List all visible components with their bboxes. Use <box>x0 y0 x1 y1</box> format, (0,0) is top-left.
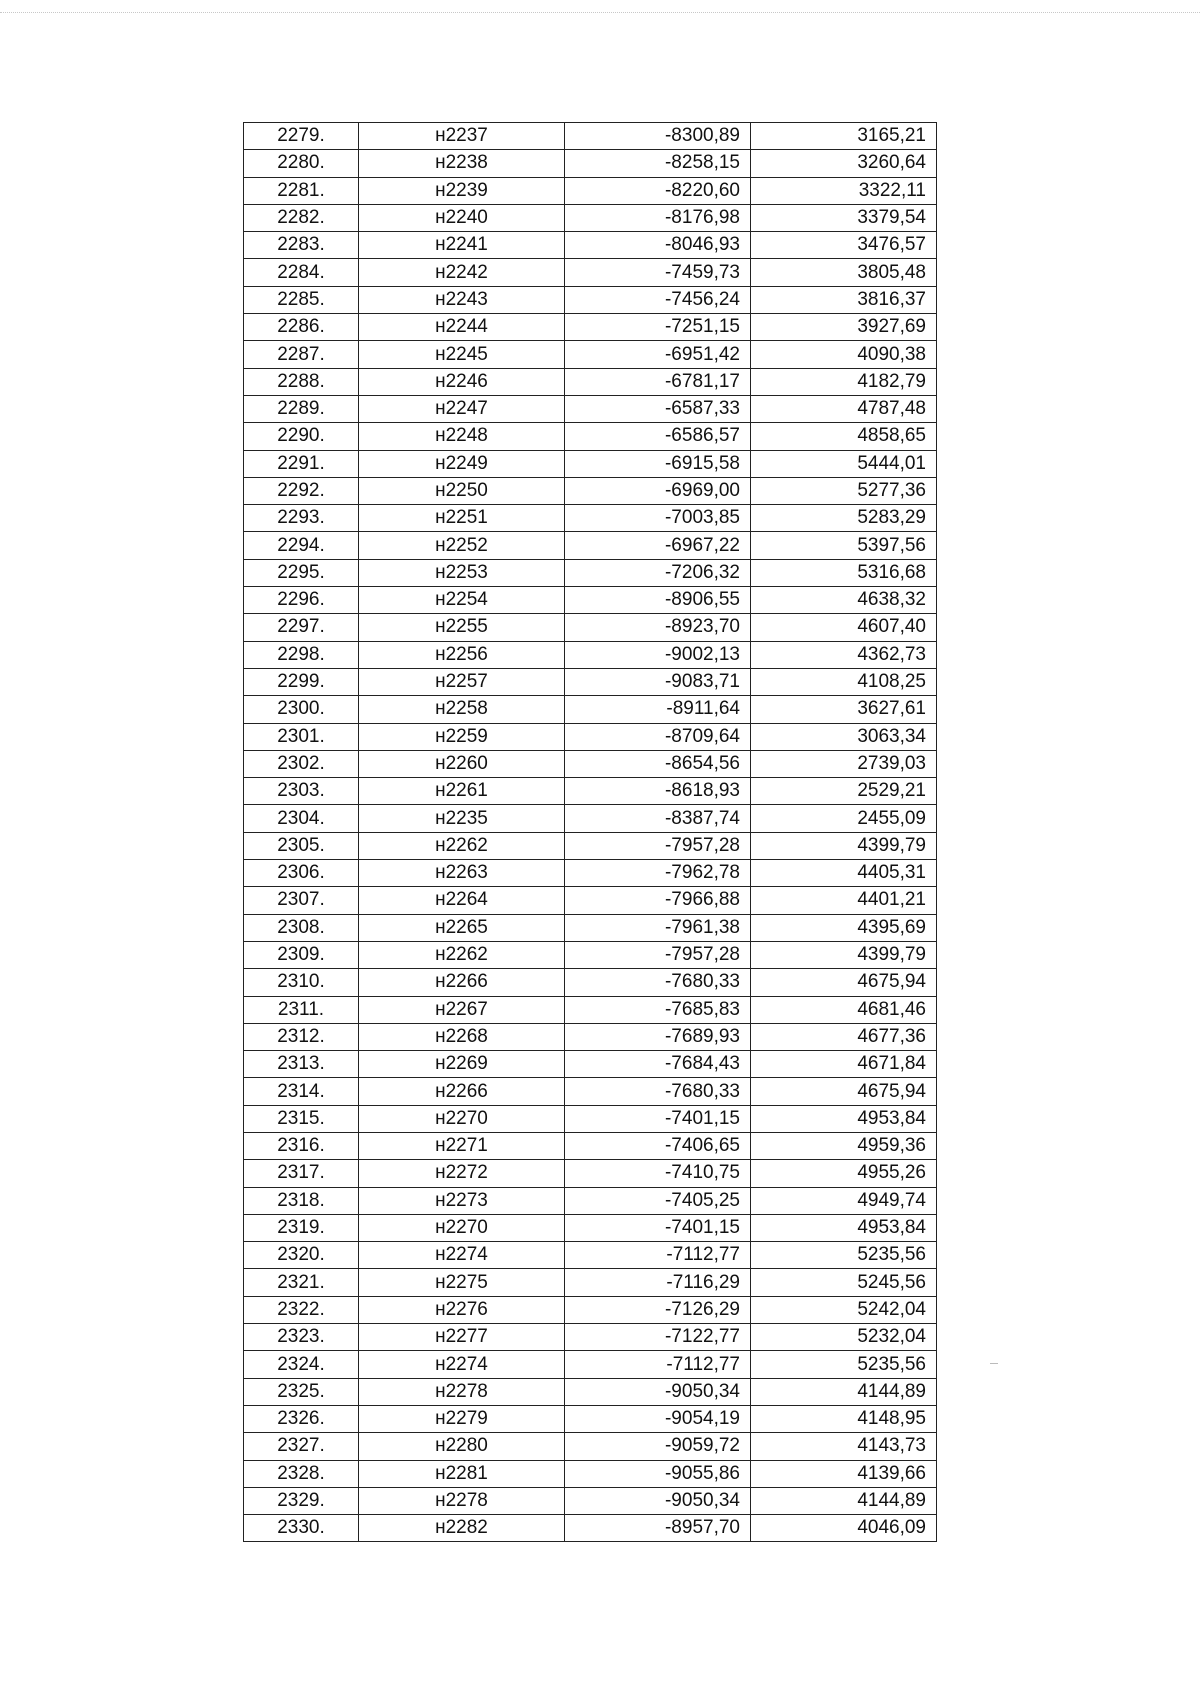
row-number-cell: 2326. <box>244 1405 359 1432</box>
table-row <box>244 1187 937 1214</box>
table-row <box>244 750 937 777</box>
point-name-cell: н2249 <box>359 450 565 477</box>
table-row <box>244 723 937 750</box>
row-number-cell: 2281. <box>244 177 359 204</box>
point-name-cell: н2282 <box>359 1515 565 1542</box>
x-coordinate-cell: -8923,70 <box>565 614 751 641</box>
point-name-cell: н2274 <box>359 1242 565 1269</box>
table-row <box>244 887 937 914</box>
row-number-cell: 2320. <box>244 1242 359 1269</box>
y-coordinate-cell: 4090,38 <box>751 341 937 368</box>
point-name-cell: н2258 <box>359 696 565 723</box>
row-number-cell: 2287. <box>244 341 359 368</box>
table-row <box>244 1132 937 1159</box>
y-coordinate-cell: 4139,66 <box>751 1460 937 1487</box>
table-row <box>244 1051 937 1078</box>
point-name-cell: н2241 <box>359 232 565 259</box>
table-row <box>244 1378 937 1405</box>
row-number-cell: 2317. <box>244 1160 359 1187</box>
point-name-cell: н2254 <box>359 587 565 614</box>
table-row <box>244 395 937 422</box>
table-row <box>244 1214 937 1241</box>
x-coordinate-cell: -9055,86 <box>565 1460 751 1487</box>
x-coordinate-cell: -7456,24 <box>565 286 751 313</box>
table-row <box>244 1105 937 1132</box>
y-coordinate-cell: 4953,84 <box>751 1105 937 1132</box>
x-coordinate-cell: -7406,65 <box>565 1132 751 1159</box>
y-coordinate-cell: 4144,89 <box>751 1378 937 1405</box>
table-row <box>244 641 937 668</box>
table-row <box>244 1433 937 1460</box>
row-number-cell: 2310. <box>244 969 359 996</box>
y-coordinate-cell: 3805,48 <box>751 259 937 286</box>
x-coordinate-cell: -7112,77 <box>565 1242 751 1269</box>
row-number-cell: 2307. <box>244 887 359 914</box>
table-row <box>244 941 937 968</box>
point-name-cell: н2242 <box>359 259 565 286</box>
point-name-cell: н2279 <box>359 1405 565 1432</box>
y-coordinate-cell: 3627,61 <box>751 696 937 723</box>
row-number-cell: 2315. <box>244 1105 359 1132</box>
scan-edge-line <box>0 12 1200 13</box>
x-coordinate-cell: -6951,42 <box>565 341 751 368</box>
table-row <box>244 1242 937 1269</box>
x-coordinate-cell: -7401,15 <box>565 1105 751 1132</box>
table-row <box>244 177 937 204</box>
point-name-cell: н2270 <box>359 1214 565 1241</box>
row-number-cell: 2284. <box>244 259 359 286</box>
x-coordinate-cell: -7459,73 <box>565 259 751 286</box>
x-coordinate-cell: -7112,77 <box>565 1351 751 1378</box>
x-coordinate-cell: -6586,57 <box>565 423 751 450</box>
table-row <box>244 587 937 614</box>
y-coordinate-cell: 5444,01 <box>751 450 937 477</box>
table-row <box>244 1515 937 1542</box>
x-coordinate-cell: -8654,56 <box>565 750 751 777</box>
point-name-cell: н2245 <box>359 341 565 368</box>
x-coordinate-cell: -7116,29 <box>565 1269 751 1296</box>
point-name-cell: н2240 <box>359 204 565 231</box>
y-coordinate-cell: 4949,74 <box>751 1187 937 1214</box>
point-name-cell: н2244 <box>359 314 565 341</box>
point-name-cell: н2235 <box>359 805 565 832</box>
y-coordinate-cell: 3379,54 <box>751 204 937 231</box>
x-coordinate-cell: -9050,34 <box>565 1378 751 1405</box>
row-number-cell: 2328. <box>244 1460 359 1487</box>
table-row <box>244 259 937 286</box>
table-row <box>244 505 937 532</box>
point-name-cell: н2243 <box>359 286 565 313</box>
y-coordinate-cell: 4144,89 <box>751 1487 937 1514</box>
x-coordinate-cell: -9002,13 <box>565 641 751 668</box>
x-coordinate-cell: -6781,17 <box>565 368 751 395</box>
x-coordinate-cell: -9050,34 <box>565 1487 751 1514</box>
point-name-cell: н2272 <box>359 1160 565 1187</box>
x-coordinate-cell: -7405,25 <box>565 1187 751 1214</box>
y-coordinate-cell: 4858,65 <box>751 423 937 450</box>
x-coordinate-cell: -8911,64 <box>565 696 751 723</box>
row-number-cell: 2319. <box>244 1214 359 1241</box>
row-number-cell: 2323. <box>244 1324 359 1351</box>
y-coordinate-cell: 4607,40 <box>751 614 937 641</box>
table-row <box>244 1269 937 1296</box>
table-row <box>244 204 937 231</box>
point-name-cell: н2252 <box>359 532 565 559</box>
y-coordinate-cell: 4405,31 <box>751 860 937 887</box>
x-coordinate-cell: -6969,00 <box>565 477 751 504</box>
row-number-cell: 2312. <box>244 1023 359 1050</box>
y-coordinate-cell: 3063,34 <box>751 723 937 750</box>
row-number-cell: 2290. <box>244 423 359 450</box>
table-row <box>244 1324 937 1351</box>
table-row <box>244 1296 937 1323</box>
row-number-cell: 2309. <box>244 941 359 968</box>
point-name-cell: н2274 <box>359 1351 565 1378</box>
table-row <box>244 477 937 504</box>
point-name-cell: н2255 <box>359 614 565 641</box>
point-name-cell: н2237 <box>359 123 565 150</box>
point-name-cell: н2263 <box>359 860 565 887</box>
point-name-cell: н2276 <box>359 1296 565 1323</box>
y-coordinate-cell: 4787,48 <box>751 395 937 422</box>
row-number-cell: 2297. <box>244 614 359 641</box>
table-row <box>244 1023 937 1050</box>
y-coordinate-cell: 3165,21 <box>751 123 937 150</box>
table-row <box>244 614 937 641</box>
y-coordinate-cell: 4675,94 <box>751 1078 937 1105</box>
row-number-cell: 2286. <box>244 314 359 341</box>
row-number-cell: 2314. <box>244 1078 359 1105</box>
y-coordinate-cell: 4399,79 <box>751 941 937 968</box>
row-number-cell: 2300. <box>244 696 359 723</box>
margin-mark <box>990 1363 998 1364</box>
table-row <box>244 1078 937 1105</box>
point-name-cell: н2262 <box>359 941 565 968</box>
row-number-cell: 2288. <box>244 368 359 395</box>
table-row <box>244 860 937 887</box>
y-coordinate-cell: 4399,79 <box>751 832 937 859</box>
row-number-cell: 2299. <box>244 668 359 695</box>
row-number-cell: 2301. <box>244 723 359 750</box>
y-coordinate-cell: 4108,25 <box>751 668 937 695</box>
y-coordinate-cell: 5235,56 <box>751 1351 937 1378</box>
point-name-cell: н2264 <box>359 887 565 914</box>
point-name-cell: н2250 <box>359 477 565 504</box>
x-coordinate-cell: -7957,28 <box>565 832 751 859</box>
x-coordinate-cell: -6915,58 <box>565 450 751 477</box>
row-number-cell: 2329. <box>244 1487 359 1514</box>
table-row <box>244 805 937 832</box>
table-row <box>244 1460 937 1487</box>
table-row <box>244 696 937 723</box>
y-coordinate-cell: 5397,56 <box>751 532 937 559</box>
point-name-cell: н2271 <box>359 1132 565 1159</box>
y-coordinate-cell: 3260,64 <box>751 150 937 177</box>
table-row <box>244 832 937 859</box>
row-number-cell: 2292. <box>244 477 359 504</box>
y-coordinate-cell: 4953,84 <box>751 1214 937 1241</box>
row-number-cell: 2279. <box>244 123 359 150</box>
point-name-cell: н2273 <box>359 1187 565 1214</box>
table-row <box>244 286 937 313</box>
row-number-cell: 2294. <box>244 532 359 559</box>
table-row <box>244 532 937 559</box>
row-number-cell: 2298. <box>244 641 359 668</box>
row-number-cell: 2304. <box>244 805 359 832</box>
x-coordinate-cell: -7401,15 <box>565 1214 751 1241</box>
point-name-cell: н2257 <box>359 668 565 695</box>
point-name-cell: н2260 <box>359 750 565 777</box>
y-coordinate-cell: 4675,94 <box>751 969 937 996</box>
y-coordinate-cell: 5277,36 <box>751 477 937 504</box>
table-row <box>244 778 937 805</box>
point-name-cell: н2281 <box>359 1460 565 1487</box>
row-number-cell: 2291. <box>244 450 359 477</box>
y-coordinate-cell: 5316,68 <box>751 559 937 586</box>
y-coordinate-cell: 4681,46 <box>751 996 937 1023</box>
y-coordinate-cell: 5283,29 <box>751 505 937 532</box>
point-name-cell: н2278 <box>359 1378 565 1405</box>
table-row <box>244 341 937 368</box>
y-coordinate-cell: 4143,73 <box>751 1433 937 1460</box>
point-name-cell: н2266 <box>359 969 565 996</box>
x-coordinate-cell: -7966,88 <box>565 887 751 914</box>
table-row <box>244 914 937 941</box>
y-coordinate-cell: 4955,26 <box>751 1160 937 1187</box>
y-coordinate-cell: 3476,57 <box>751 232 937 259</box>
x-coordinate-cell: -8618,93 <box>565 778 751 805</box>
x-coordinate-cell: -8709,64 <box>565 723 751 750</box>
x-coordinate-cell: -9054,19 <box>565 1405 751 1432</box>
y-coordinate-cell: 4362,73 <box>751 641 937 668</box>
x-coordinate-cell: -8220,60 <box>565 177 751 204</box>
table-row <box>244 969 937 996</box>
x-coordinate-cell: -8258,15 <box>565 150 751 177</box>
table-row <box>244 668 937 695</box>
point-name-cell: н2256 <box>359 641 565 668</box>
point-name-cell: н2268 <box>359 1023 565 1050</box>
point-name-cell: н2280 <box>359 1433 565 1460</box>
y-coordinate-cell: 5245,56 <box>751 1269 937 1296</box>
x-coordinate-cell: -7685,83 <box>565 996 751 1023</box>
table-row <box>244 996 937 1023</box>
table-row <box>244 423 937 450</box>
table-row <box>244 450 937 477</box>
x-coordinate-cell: -6967,22 <box>565 532 751 559</box>
x-coordinate-cell: -7680,33 <box>565 969 751 996</box>
x-coordinate-cell: -9059,72 <box>565 1433 751 1460</box>
row-number-cell: 2316. <box>244 1132 359 1159</box>
point-name-cell: н2267 <box>359 996 565 1023</box>
row-number-cell: 2308. <box>244 914 359 941</box>
table-row <box>244 1487 937 1514</box>
point-name-cell: н2247 <box>359 395 565 422</box>
x-coordinate-cell: -8387,74 <box>565 805 751 832</box>
y-coordinate-cell: 3927,69 <box>751 314 937 341</box>
x-coordinate-cell: -7689,93 <box>565 1023 751 1050</box>
row-number-cell: 2311. <box>244 996 359 1023</box>
y-coordinate-cell: 2739,03 <box>751 750 937 777</box>
table-row <box>244 232 937 259</box>
point-name-cell: н2277 <box>359 1324 565 1351</box>
point-name-cell: н2270 <box>359 1105 565 1132</box>
row-number-cell: 2306. <box>244 860 359 887</box>
table-row <box>244 368 937 395</box>
row-number-cell: 2322. <box>244 1296 359 1323</box>
point-name-cell: н2266 <box>359 1078 565 1105</box>
coordinates-table <box>243 122 937 1542</box>
x-coordinate-cell: -7122,77 <box>565 1324 751 1351</box>
y-coordinate-cell: 4395,69 <box>751 914 937 941</box>
x-coordinate-cell: -8300,89 <box>565 123 751 150</box>
x-coordinate-cell: -7961,38 <box>565 914 751 941</box>
row-number-cell: 2289. <box>244 395 359 422</box>
y-coordinate-cell: 4182,79 <box>751 368 937 395</box>
y-coordinate-cell: 3816,37 <box>751 286 937 313</box>
x-coordinate-cell: -7003,85 <box>565 505 751 532</box>
y-coordinate-cell: 4677,36 <box>751 1023 937 1050</box>
row-number-cell: 2313. <box>244 1051 359 1078</box>
coordinates-table-body <box>244 123 937 1542</box>
point-name-cell: н2275 <box>359 1269 565 1296</box>
y-coordinate-cell: 4401,21 <box>751 887 937 914</box>
y-coordinate-cell: 2455,09 <box>751 805 937 832</box>
table-row <box>244 314 937 341</box>
table-row <box>244 150 937 177</box>
row-number-cell: 2296. <box>244 587 359 614</box>
row-number-cell: 2302. <box>244 750 359 777</box>
table-row <box>244 559 937 586</box>
row-number-cell: 2303. <box>244 778 359 805</box>
y-coordinate-cell: 5242,04 <box>751 1296 937 1323</box>
point-name-cell: н2251 <box>359 505 565 532</box>
row-number-cell: 2325. <box>244 1378 359 1405</box>
row-number-cell: 2282. <box>244 204 359 231</box>
table-row <box>244 123 937 150</box>
table-row <box>244 1160 937 1187</box>
x-coordinate-cell: -9083,71 <box>565 668 751 695</box>
point-name-cell: н2262 <box>359 832 565 859</box>
point-name-cell: н2259 <box>359 723 565 750</box>
point-name-cell: н2265 <box>359 914 565 941</box>
x-coordinate-cell: -7410,75 <box>565 1160 751 1187</box>
y-coordinate-cell: 4148,95 <box>751 1405 937 1432</box>
row-number-cell: 2318. <box>244 1187 359 1214</box>
point-name-cell: н2253 <box>359 559 565 586</box>
y-coordinate-cell: 5235,56 <box>751 1242 937 1269</box>
table-row <box>244 1405 937 1432</box>
x-coordinate-cell: -8046,93 <box>565 232 751 259</box>
y-coordinate-cell: 4638,32 <box>751 587 937 614</box>
row-number-cell: 2293. <box>244 505 359 532</box>
row-number-cell: 2305. <box>244 832 359 859</box>
point-name-cell: н2261 <box>359 778 565 805</box>
x-coordinate-cell: -7126,29 <box>565 1296 751 1323</box>
y-coordinate-cell: 4671,84 <box>751 1051 937 1078</box>
row-number-cell: 2295. <box>244 559 359 586</box>
y-coordinate-cell: 2529,21 <box>751 778 937 805</box>
x-coordinate-cell: -7680,33 <box>565 1078 751 1105</box>
y-coordinate-cell: 5232,04 <box>751 1324 937 1351</box>
point-name-cell: н2238 <box>359 150 565 177</box>
x-coordinate-cell: -8906,55 <box>565 587 751 614</box>
row-number-cell: 2280. <box>244 150 359 177</box>
x-coordinate-cell: -7957,28 <box>565 941 751 968</box>
x-coordinate-cell: -7251,15 <box>565 314 751 341</box>
x-coordinate-cell: -7684,43 <box>565 1051 751 1078</box>
x-coordinate-cell: -7206,32 <box>565 559 751 586</box>
row-number-cell: 2324. <box>244 1351 359 1378</box>
row-number-cell: 2330. <box>244 1515 359 1542</box>
table-row <box>244 1351 937 1378</box>
row-number-cell: 2285. <box>244 286 359 313</box>
y-coordinate-cell: 4959,36 <box>751 1132 937 1159</box>
point-name-cell: н2246 <box>359 368 565 395</box>
x-coordinate-cell: -8176,98 <box>565 204 751 231</box>
y-coordinate-cell: 4046,09 <box>751 1515 937 1542</box>
point-name-cell: н2239 <box>359 177 565 204</box>
x-coordinate-cell: -6587,33 <box>565 395 751 422</box>
row-number-cell: 2321. <box>244 1269 359 1296</box>
row-number-cell: 2327. <box>244 1433 359 1460</box>
y-coordinate-cell: 3322,11 <box>751 177 937 204</box>
point-name-cell: н2269 <box>359 1051 565 1078</box>
row-number-cell: 2283. <box>244 232 359 259</box>
point-name-cell: н2248 <box>359 423 565 450</box>
x-coordinate-cell: -8957,70 <box>565 1515 751 1542</box>
point-name-cell: н2278 <box>359 1487 565 1514</box>
x-coordinate-cell: -7962,78 <box>565 860 751 887</box>
